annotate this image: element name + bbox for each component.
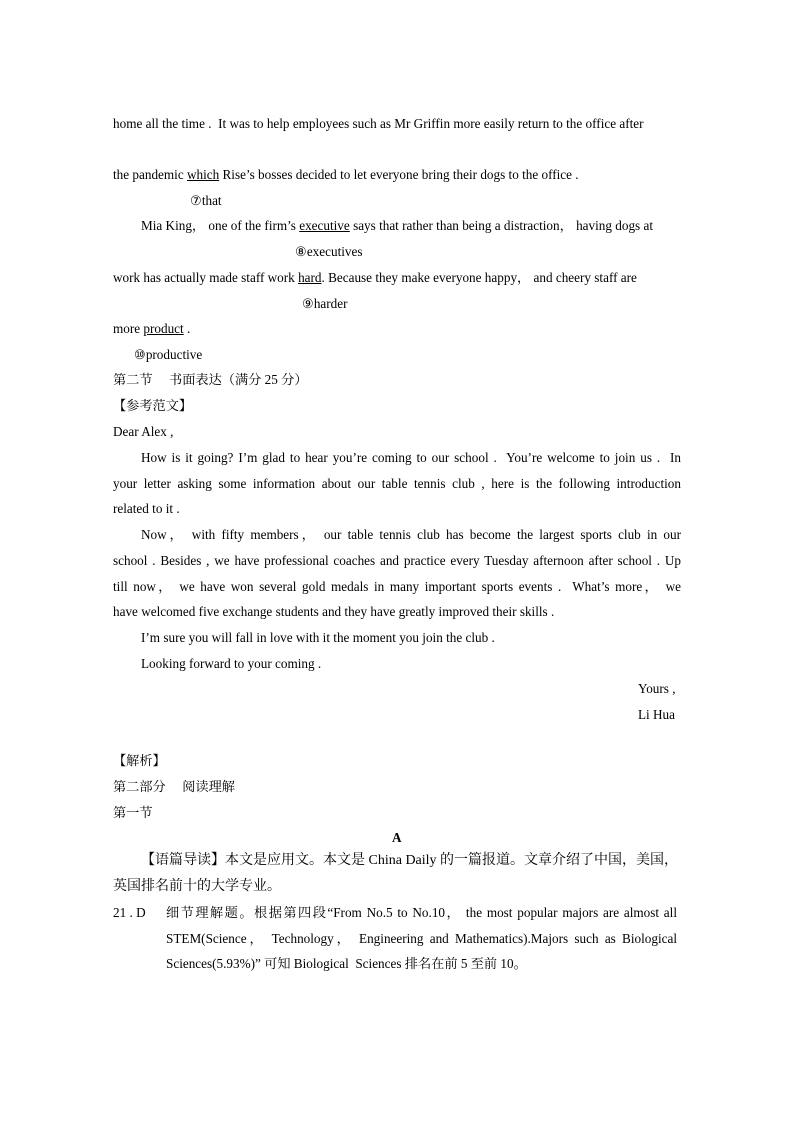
letter-line: How is it going? I’m glad to hear you’re coming to our school . You’re welcome to join us . In xyxy=(141,450,681,465)
analysis-intro-line: 【语篇导读】本文是应用文。本文是 China Daily 的一篇报道。文章介绍了中国，美国， xyxy=(141,853,679,868)
correction-answer: ⑩productive xyxy=(134,347,203,362)
answer-explanation-line: Sciences(5.93%)” 可知 Biological Sciences 排名在前 5 至前 10。 xyxy=(166,956,527,971)
error-word: which xyxy=(186,167,220,182)
letter-line: Now， with fifty members， our table tennis club has become the largest sports club in our xyxy=(141,527,681,542)
error-word: product xyxy=(143,321,184,336)
passage-label: A xyxy=(392,830,402,845)
correction-answer: ⑨harder xyxy=(302,296,348,311)
letter-line: your letter asking some information about our table tennis club , here is the following introduction xyxy=(113,476,681,491)
passage-line: home all the time . It was to help employees such as Mr Griffin more easily return to the office after xyxy=(113,116,644,131)
question-number: 21 . D xyxy=(113,905,146,920)
section-heading: 第二节 书面表达（满分 25 分） xyxy=(113,372,308,387)
answer-explanation-line: STEM(Science， Technology， Engineering and Mathematics).Majors such as Biological xyxy=(166,931,677,946)
passage-line: Mia King， one of the firm’s executive says that rather than being a distraction， having dogs at xyxy=(141,218,654,233)
error-word: executive xyxy=(299,218,350,233)
letter-line: school . Besides , we have professional coaches and practice every Tuesday afternoon after school . Up xyxy=(113,553,681,568)
letter-signature: Li Hua xyxy=(638,707,675,722)
analysis-label: 【解析】 xyxy=(113,753,166,768)
sample-essay-label: 【参考范文】 xyxy=(113,398,193,413)
answer-explanation-line: 细节理解题。根据第四段“From No.5 to No.10， the most popular majors are almost all xyxy=(166,905,677,920)
letter-line: have welcomed five exchange students and they have greatly improved their skills . xyxy=(113,604,555,619)
letter-line: till now， we have won several gold medals in many important sports events . What’s more， we xyxy=(113,579,681,594)
part-heading: 第二部分 阅读理解 xyxy=(113,779,235,794)
letter-closing: Yours , xyxy=(638,681,676,696)
error-word: hard xyxy=(298,270,322,285)
correction-answer: ⑦that xyxy=(190,193,222,208)
passage-line: the pandemic which Rise’s bosses decided to let everyone bring their dogs to the office . xyxy=(113,167,579,182)
letter-line: Looking forward to your coming . xyxy=(141,656,322,671)
correction-answer: ⑧executives xyxy=(295,244,363,259)
passage-line: more product . xyxy=(113,321,191,336)
letter-line: I’m sure you will fall in love with it the moment you join the club . xyxy=(141,630,495,645)
letter-salutation: Dear Alex , xyxy=(113,424,174,439)
passage-line: work has actually made staff work hard. Because they make everyone happy， and cheery staff are xyxy=(113,270,637,285)
letter-line: related to it . xyxy=(113,501,180,516)
section-heading: 第一节 xyxy=(113,805,153,820)
analysis-intro-line: 英国排名前十的大学专业。 xyxy=(113,879,281,894)
